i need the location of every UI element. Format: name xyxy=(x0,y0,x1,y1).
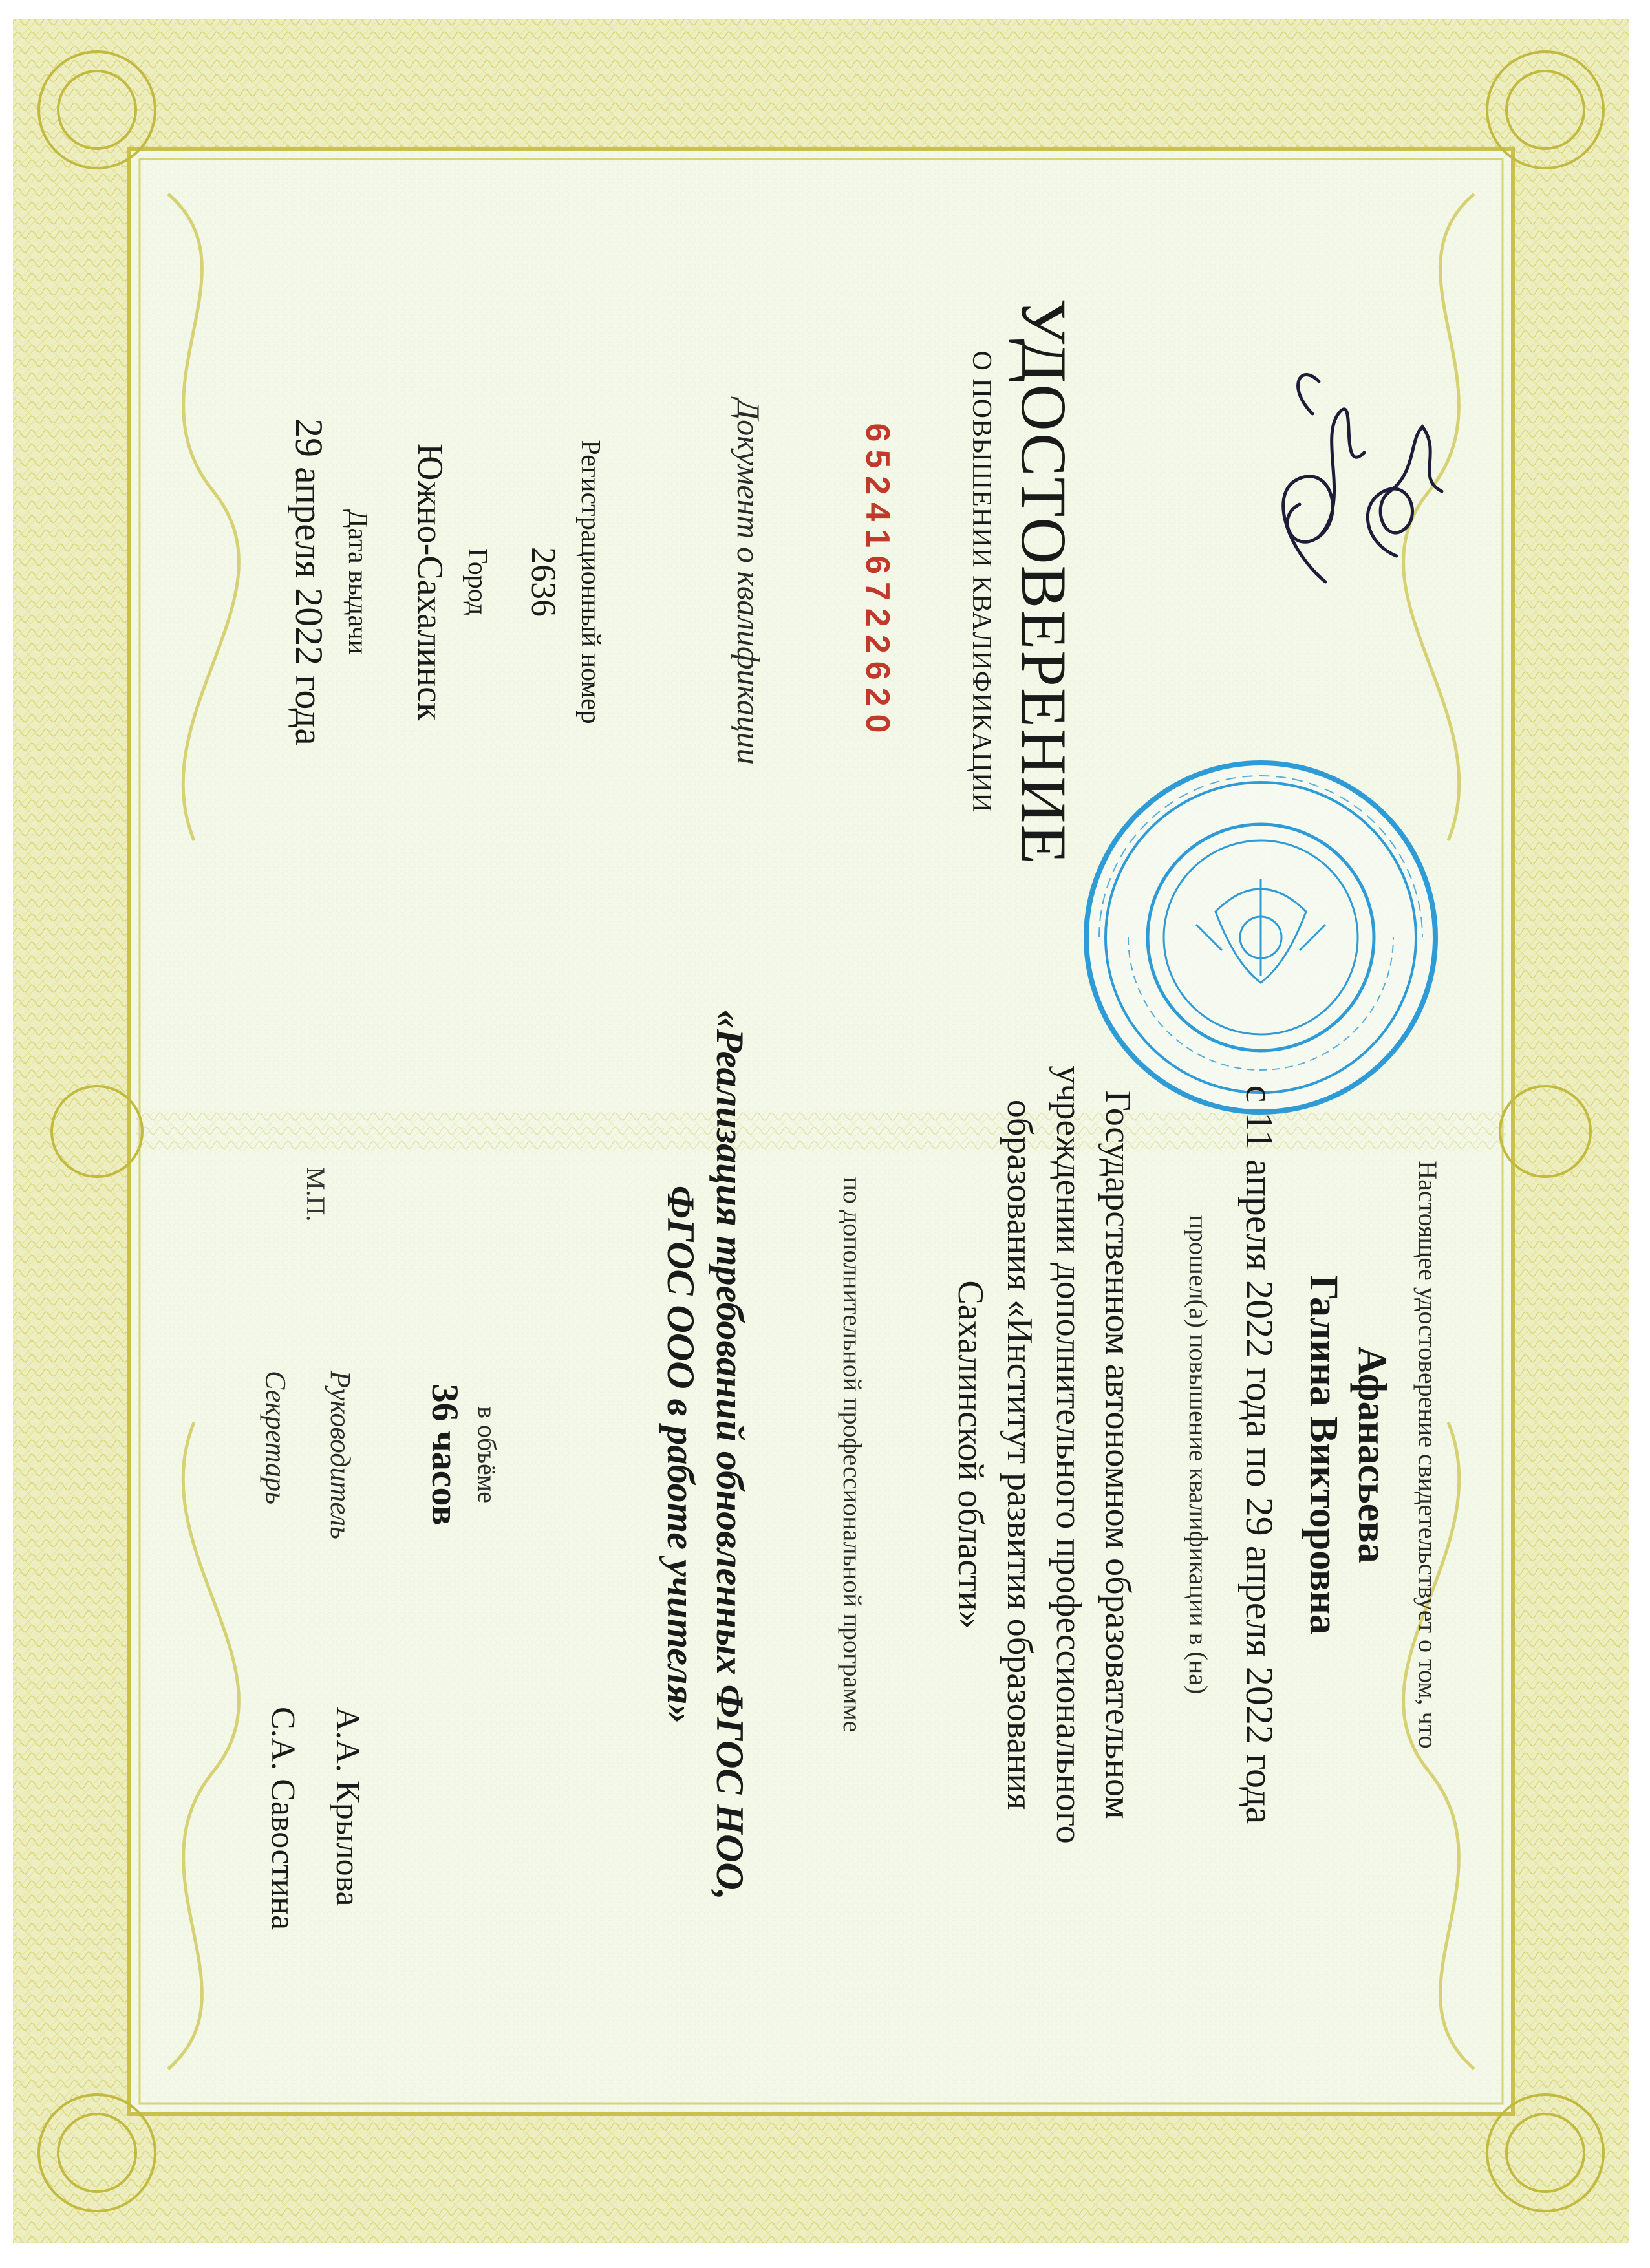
registration-number: 2636 xyxy=(524,547,563,617)
program-line: «Реализация требований обновленных ФГОС НОО, xyxy=(709,1009,751,1900)
program-line: ФГОС ООО в работе учителя» xyxy=(659,1185,702,1724)
city-label: Город xyxy=(462,548,492,615)
issue-date-label: Дата выдачи xyxy=(343,509,372,655)
document-type: Документ о квалификации xyxy=(731,399,767,765)
institution-line: учреждении дополнительного профессионального xyxy=(1049,1065,1089,1844)
program-title xyxy=(656,905,755,2004)
signatory-name-manager: А.А. Крылова xyxy=(329,1707,366,1907)
issue-date: 29 апреля 2022 года xyxy=(288,418,330,745)
volume-value: 36 часов xyxy=(424,1384,466,1526)
registration-label: Регистрационный номер xyxy=(575,440,605,724)
signatory-role-manager: Руководитель xyxy=(325,1371,356,1539)
document-subtitle: О ПОВЫШЕНИИ КВАЛИФИКАЦИИ xyxy=(967,350,996,813)
document-title: УДОСТОВЕРЕНИЕ xyxy=(1008,298,1080,866)
volume-label: в объёме xyxy=(473,1406,502,1503)
program-intro: по дополнительной профессиональной программе xyxy=(838,1177,867,1733)
institution-line: Государственном автономном образовательном xyxy=(1098,1090,1138,1819)
intro-text: Настоящее удостоверение свидетельствует о том, что xyxy=(1413,1161,1442,1749)
signatory-name-secretary: С.А. Савостина xyxy=(264,1707,301,1931)
institution-line: образования «Институт развития образования xyxy=(1000,1099,1040,1810)
institution-line: Сахалинской области» xyxy=(950,1280,991,1629)
recipient-first-names: Галина Викторовна xyxy=(1302,1275,1345,1634)
passed-text: прошел(а) повышение квалификации в (на) xyxy=(1184,1215,1213,1695)
city-value: Южно-Сахалинск xyxy=(410,443,450,721)
training-dates: с 11 апреля 2022 года по 29 апреля 2022 года xyxy=(1238,1085,1281,1824)
institution-name xyxy=(946,970,1142,1940)
serial-number: 652416722620 xyxy=(859,423,896,741)
recipient-last-name: Афанасьева xyxy=(1350,1346,1394,1563)
seal-label: М.П. xyxy=(301,1167,330,1222)
signatory-role-secretary: Секретарь xyxy=(260,1371,292,1505)
